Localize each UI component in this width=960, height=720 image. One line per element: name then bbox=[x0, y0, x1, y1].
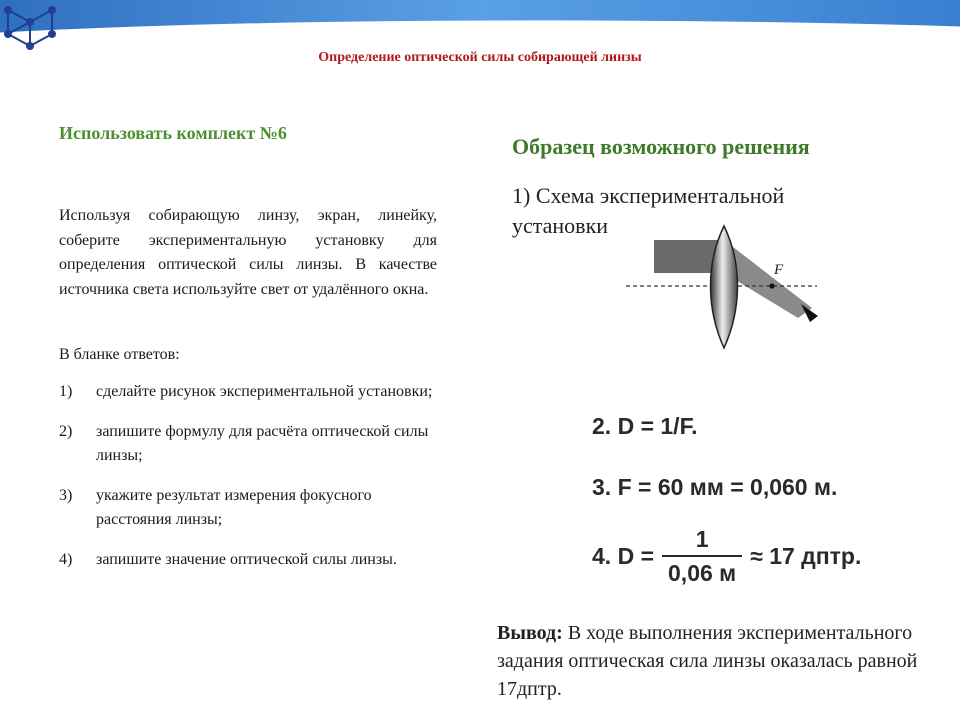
fraction-numerator: 1 bbox=[695, 525, 709, 552]
formula-4-prefix: 4. D = bbox=[592, 542, 655, 569]
solution-heading: Образец возможного решения bbox=[512, 134, 810, 159]
list-item-text: запишите формулу для расчёта оптической силы линзы; bbox=[96, 422, 429, 464]
list-item-text: запишите значение оптической силы линзы. bbox=[96, 550, 397, 568]
fraction bbox=[662, 526, 742, 587]
header-band bbox=[0, 0, 960, 80]
task-description: Используя собирающую линзу, экран, линейку, соберите экспериментальную установку для определения оптической силы линзы. В качестве источника света используйте свет от удалённого окна. bbox=[59, 207, 437, 298]
focus-point bbox=[769, 283, 774, 288]
list-item bbox=[59, 420, 439, 469]
conclusion-label: Вывод: bbox=[497, 622, 563, 644]
list-item bbox=[59, 548, 439, 573]
fraction-denominator: 0,06 м bbox=[662, 555, 742, 587]
list-item-number: 3) bbox=[59, 486, 73, 504]
list-item-text: укажите результат измерения фокусного расстояния линзы; bbox=[96, 486, 372, 528]
list-item bbox=[59, 380, 439, 405]
step1-caption: 1) Схема экспериментальной установки bbox=[512, 183, 785, 238]
list-item-text: сделайте рисунок экспериментальной установки; bbox=[96, 383, 433, 400]
conclusion bbox=[497, 619, 927, 703]
answer-list bbox=[59, 380, 439, 587]
formula-4-suffix: ≈ 17 дптр. bbox=[750, 542, 862, 569]
slide-title: Определение оптической силы собирающей линзы bbox=[318, 50, 642, 65]
focus-label: F bbox=[774, 262, 784, 278]
list-item-number: 1) bbox=[59, 383, 73, 400]
lens-ray-diagram bbox=[612, 218, 832, 353]
list-item-number: 2) bbox=[59, 422, 73, 440]
formula-3: 3. F = 60 мм = 0,060 м. bbox=[592, 474, 838, 500]
kit-heading: Использовать комплект №6 bbox=[59, 123, 287, 143]
list-item bbox=[59, 484, 439, 533]
answers-intro: В бланке ответов: bbox=[59, 346, 180, 363]
conclusion-text: В ходе выполнения экспериментального задания оптическая сила линзы оказалась равной 17дптр. bbox=[497, 622, 918, 700]
formula-2: 2. D = 1/F. bbox=[592, 413, 698, 439]
list-item-number: 4) bbox=[59, 550, 73, 568]
formula-4 bbox=[592, 521, 861, 591]
